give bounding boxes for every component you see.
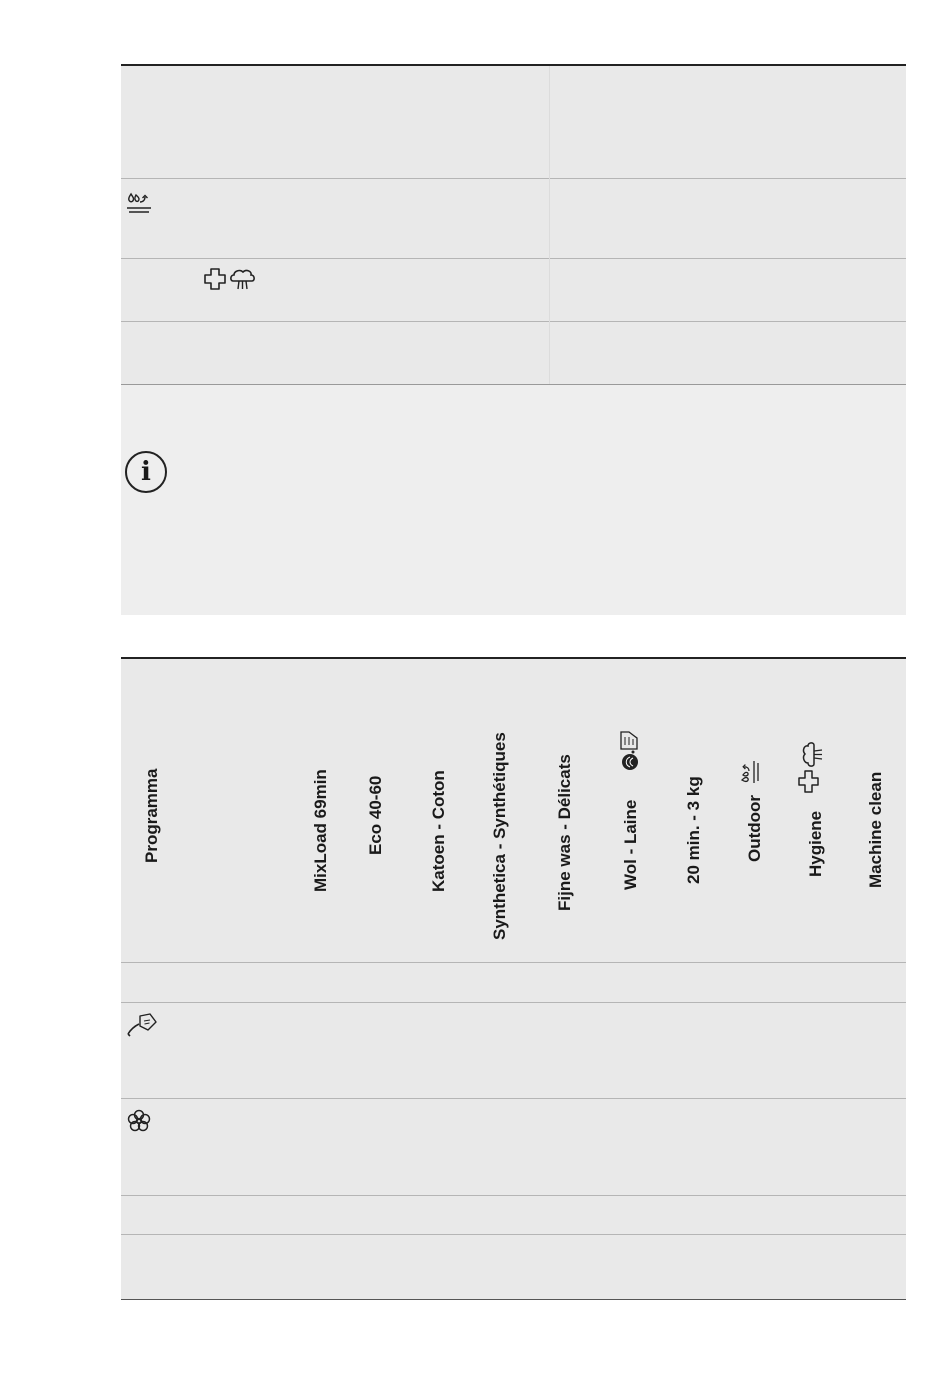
header-program-eco: Eco 40-60 bbox=[366, 775, 385, 855]
table-row bbox=[121, 321, 906, 322]
outdoor-icon bbox=[739, 759, 765, 785]
column-divider bbox=[549, 66, 550, 386]
header-program-outdoor: Outdoor bbox=[745, 794, 764, 862]
header-program-20min: 20 min. - 3 kg bbox=[684, 776, 703, 884]
header-program-synthetica: Synthetica - Synthétiques bbox=[490, 732, 509, 940]
table-row bbox=[121, 258, 906, 259]
table-top bbox=[121, 64, 906, 386]
header-program-katoen: Katoen - Coton bbox=[429, 770, 448, 892]
header-program-machine-clean: Machine clean bbox=[866, 771, 885, 888]
header-program-fijne-was: Fijne was - Délicats bbox=[555, 754, 574, 911]
hygiene-steam-icon bbox=[798, 742, 826, 798]
header-programma: Programma bbox=[142, 768, 161, 863]
woolmark-handwash-icon bbox=[616, 729, 644, 783]
table-row bbox=[121, 1098, 906, 1099]
table-row bbox=[121, 1002, 906, 1003]
info-note bbox=[121, 384, 906, 615]
header-program-mixload: MixLoad 69min bbox=[311, 769, 330, 892]
header-program-hygiene: Hygiene bbox=[806, 810, 825, 877]
table-row bbox=[121, 1234, 906, 1235]
header-program-wol bbox=[621, 800, 641, 890]
table-programs bbox=[121, 657, 906, 1300]
detergent-icon bbox=[126, 1012, 160, 1038]
table-row bbox=[121, 178, 906, 179]
header-program-wol-label: Wol - Laine bbox=[621, 799, 640, 890]
hygiene-steam-icon bbox=[203, 267, 259, 293]
softener-icon bbox=[126, 1108, 152, 1134]
info-icon: i bbox=[125, 451, 167, 493]
table-row bbox=[121, 962, 906, 963]
table-row bbox=[121, 1195, 906, 1196]
outdoor-icon bbox=[125, 191, 153, 215]
